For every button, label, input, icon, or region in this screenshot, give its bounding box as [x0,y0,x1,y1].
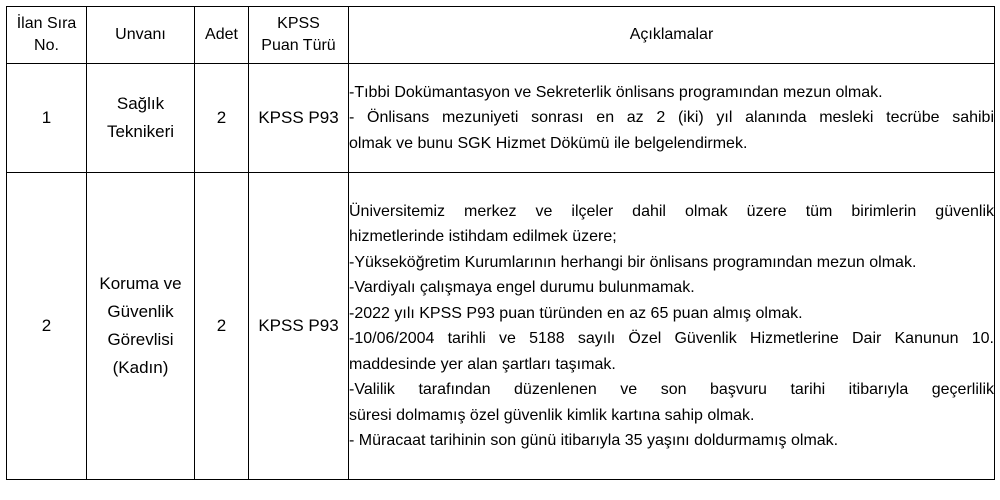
cell-kpss-puan-turu: KPSS P93 [249,64,349,173]
cropped-bottom-area [6,484,994,500]
cell-sira-no: 2 [7,173,87,480]
table-row [7,173,995,480]
cell-aciklamalar: -Tıbbi Dokümantasyon ve Sekreterlik önlisans programından mezun olmak. - Önlisans mezuniyeti sonrası en az 2 (iki) yıl alanında mesleki tecrübe sahibi olmak ve bunu SGK Hizmet Dökümü ile belgelendirmek. [349,64,995,173]
cell-adet: 2 [195,173,249,480]
cell-aciklamalar: Üniversitemiz merkez ve ilçeler dahil olmak üzere tüm birimlerin güvenlik hizmetlerinde istihdam edilmek üzere; -Yükseköğretim Kurumlarının herhangi bir önlisans programından mezun olmak. -Vardiyalı çalışmaya engel durumu bulunmamak. -2022 yılı KPSS P93 puan türünden en az 65 puan almış olmak. -10/06/2004 tarihli ve 5188 sayılı Özel Güvenlik Hizmetlerine Dair Kanunun 10. maddesinde yer alan şartları taşımak. -Valilik tarafından düzenlenen ve son başvuru tarihi itibarıyla geçerlilik süresi dolmamış özel güvenlik kimlik kartına sahip olmak. - Müracaat tarihinin son günü itibarıyla 35 yaşını doldurmamış olmak. [349,173,995,480]
table-row [7,64,995,173]
cell-kpss-puan-turu: KPSS P93 [249,173,349,480]
cell-sira-no: 1 [7,64,87,173]
job-listing-table [6,6,995,480]
header-aciklamalar: Açıklamalar [349,7,995,64]
cell-adet: 2 [195,64,249,173]
header-unvani: Unvanı [87,7,195,64]
table-header-row [7,7,995,64]
header-kpss-puan-turu: KPSS Puan Türü [249,7,349,64]
header-adet: Adet [195,7,249,64]
cell-unvani: Sağlık Teknikeri [87,64,195,173]
header-ilan-sira-no: İlan Sıra No. [7,7,87,64]
cell-unvani: Koruma ve Güvenlik Görevlisi (Kadın) [87,173,195,480]
